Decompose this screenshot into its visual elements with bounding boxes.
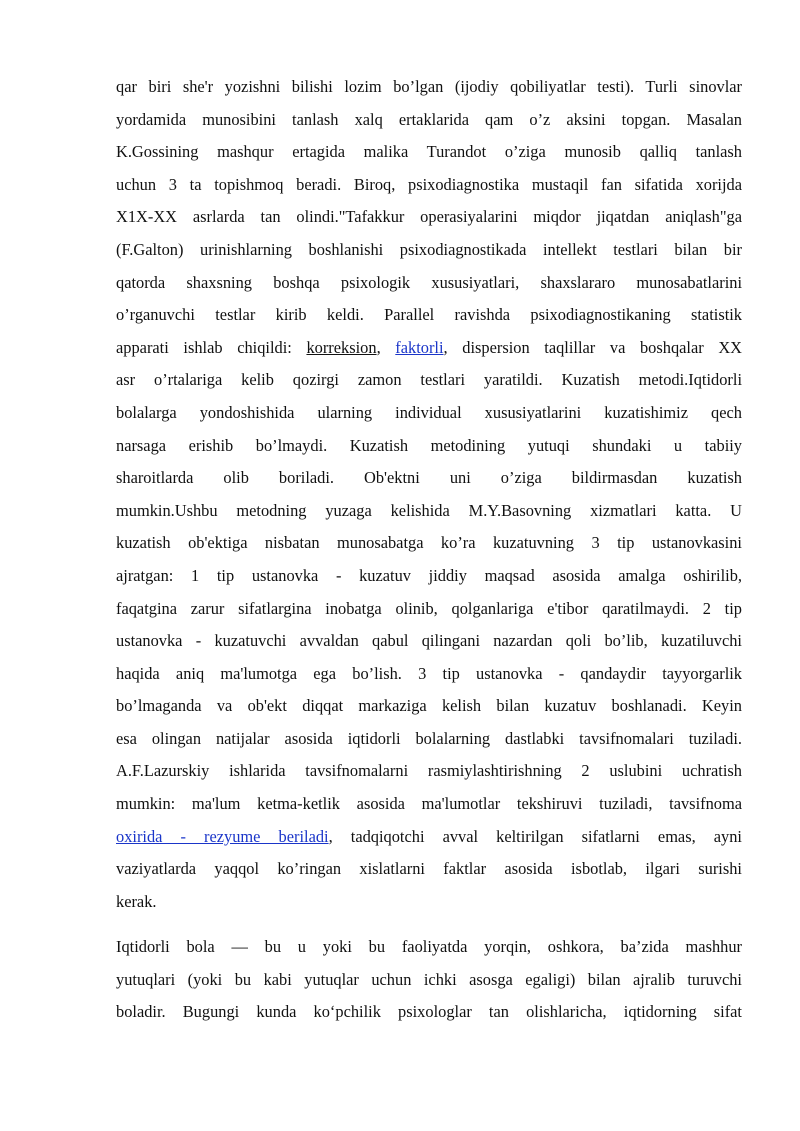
- inline-link[interactable]: oxirida - rezyume beriladi: [116, 826, 329, 846]
- text-segment: ajratgan: 1 tip ustanovka - kuzatuv jiddiy maqsad asosida amalga oshirilib,: [116, 565, 742, 585]
- text-segment: qatorda shaxsning boshqa psixologik xususiyatlari, shaxslararo munosabatlarini: [116, 272, 742, 292]
- text-segment: faqatgina zarur sifatlargina inobatga olinib, qolganlariga e'tibor qaratilmaydi. 2 tip: [116, 598, 742, 618]
- text-line: [116, 104, 742, 137]
- text-line: [116, 886, 742, 919]
- text-segment: boladir. Bugungi kunda ko‘pchilik psixologlar tan olishlaricha, iqtidorning sifat: [116, 1002, 742, 1022]
- text-line: [116, 495, 742, 528]
- text-line: [116, 593, 742, 626]
- text-line: [116, 299, 742, 332]
- text-line: [116, 364, 742, 397]
- text-segment: bo’lmaganda va ob'ekt diqqat markaziga kelish bilan kuzatuv boshlanadi. Keyin: [116, 696, 742, 716]
- text-line: [116, 397, 742, 430]
- text-line: [116, 723, 742, 756]
- text-line: [116, 788, 742, 821]
- text-line: [116, 169, 742, 202]
- text-segment: Iqtidorli bola — bu u yoki bu faoliyatda yorqin, oshkora, ba’zida mashhur: [116, 937, 742, 956]
- text-line: [116, 625, 742, 658]
- inline-link[interactable]: korreksion: [306, 337, 377, 357]
- text-line: [116, 821, 742, 854]
- text-segment: narsaga erishib bo’lmaydi. Kuzatish metodining yutuqi shundaki u tabiiy: [116, 435, 742, 455]
- text-segment: haqida aniq ma'lumotga ega bo’lish. 3 tip ustanovka - qandaydir tayyorgarlik: [116, 663, 742, 683]
- text-line: [116, 201, 742, 234]
- text-line: [116, 71, 742, 104]
- text-segment: kerak.: [116, 891, 157, 911]
- text-line: [116, 332, 742, 365]
- text-line: [116, 996, 742, 1029]
- text-segment: ,: [376, 337, 396, 357]
- text-line: [116, 267, 742, 300]
- text-segment: vaziyatlarda yaqqol ko’ringan xislatlarni faktlar asosida isbotlab, ilgari surishi: [116, 859, 742, 879]
- text-segment: kuzatish ob'ektiga nisbatan munosabatga ko’ra kuzatuvning 3 tip ustanovkasini: [116, 533, 742, 553]
- text-segment: o’rganuvchi testlar kirib keldi. Parallel ravishda psixodiagnostikaning statistik: [116, 305, 742, 325]
- text-line: [116, 658, 742, 691]
- text-segment: , dispersion taqlillar va boshqalar XX: [443, 337, 742, 357]
- text-line: [116, 430, 742, 463]
- text-line: [116, 853, 742, 886]
- text-segment: mumkin: ma'lum ketma-ketlik asosida ma'lumotlar tekshiruvi tuziladi, tavsifnoma: [116, 794, 742, 814]
- text-segment: (F.Galton) urinishlarning boshlanishi psixodiagnostikada intellekt testlari bilan bir: [116, 239, 742, 259]
- paragraph-observation-method: [116, 71, 742, 918]
- text-segment: esa olingan natijalar asosida iqtidorli bolalarning dastlabki tavsifnomalari tuziladi.: [116, 728, 742, 748]
- text-line: [116, 560, 742, 593]
- text-segment: ustanovka - kuzatuvchi avvaldan qabul qilingani nazardan qoli bo’lib, kuzatiluvchi: [116, 631, 742, 651]
- text-segment: X1X-XX asrlarda tan olindi."Tafakkur operasiyalarini miqdor jiqatdan aniqlash"ga: [116, 207, 742, 227]
- text-segment: yutuqlari (yoki bu kabi yutuqlar uchun ichki asosga egaligi) bilan ajralib turuvchi: [116, 969, 742, 989]
- text-segment: A.F.Lazurskiy ishlarida tavsifnomalarni rasmiylashtirishning 2 uslubini uchratish: [116, 761, 742, 781]
- text-line: [116, 690, 742, 723]
- text-segment: yordamida munosibini tanlash xalq ertaklarida qam o’z aksini topgan. Masalan: [116, 109, 742, 129]
- text-line: [116, 931, 742, 964]
- text-line: [116, 527, 742, 560]
- text-segment: K.Gossining mashqur ertagida malika Turandot o’ziga munosib qalliq tanlash: [116, 142, 742, 162]
- text-line: [116, 462, 742, 495]
- text-segment: apparati ishlab chiqildi:: [116, 337, 307, 357]
- text-segment: mumkin.Ushbu metodning yuzaga kelishida M.Y.Basovning xizmatlari katta. U: [116, 500, 742, 520]
- text-segment: , tadqiqotchi avval keltirilgan sifatlarni emas, ayni: [328, 826, 742, 846]
- text-segment: sharoitlarda olib boriladi. Ob'ektni uni o’ziga bildirmasdan kuzatish: [116, 468, 742, 488]
- paragraph-gifted-child: [116, 931, 742, 1029]
- text-segment: asr o’rtalariga kelib qozirgi zamon testlari yaratildi. Kuzatish metodi.Iqtidorli: [116, 370, 742, 390]
- text-segment: qar biri she'r yozishni bilishi lozim bo’lgan (ijodiy qobiliyatlar testi). Turli sinovlar: [116, 77, 742, 96]
- text-segment: uchun 3 ta topishmoq beradi. Biroq, psixodiagnostika mustaqil fan sifatida xorijda: [116, 174, 742, 194]
- text-segment: bolalarga yondoshishida ularning individual xususiyatlarini kuzatishimiz qech: [116, 402, 742, 422]
- text-line: [116, 136, 742, 169]
- text-line: [116, 234, 742, 267]
- inline-link[interactable]: faktorli: [395, 337, 444, 357]
- text-line: [116, 964, 742, 997]
- text-line: [116, 755, 742, 788]
